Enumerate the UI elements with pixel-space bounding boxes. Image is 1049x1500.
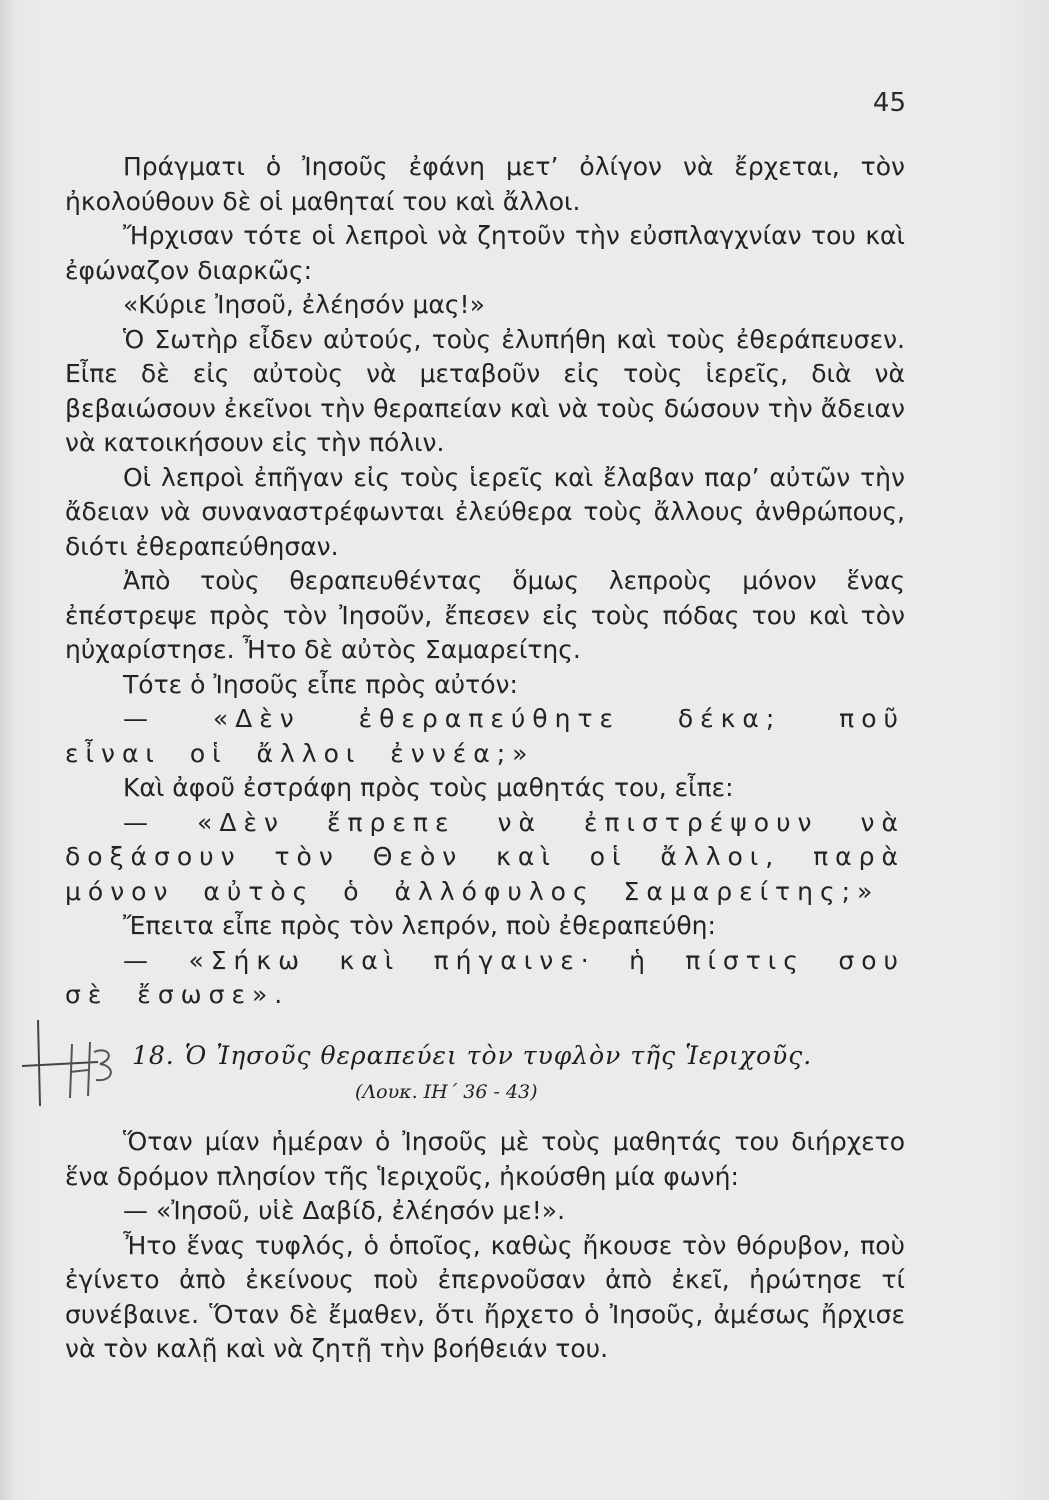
paragraph: Ἤρχισαν τότε οἱ λεπροὶ νὰ ζητοῦν τὴν εὐσπλαγχνίαν του καὶ ἐφώναζον διαρκῶς: [65, 221, 905, 285]
lower-text-block [65, 1125, 905, 1367]
page-number: 45 [872, 88, 906, 118]
section-title-text: Ὁ Ἰησοῦς θεραπεύει τὸν τυφλὸν τῆς Ἱεριχοῦς. [184, 1041, 813, 1070]
paragraph: Ἀπὸ τοὺς θεραπευθέντας ὅμως λεπροὺς μόνον ἕνας ἐπέστρεψε πρὸς τὸν Ἰησοῦν, ἔπεσεν εἰς τοὺς πόδας του καὶ τὸν ηὐχαρίστησε. Ἦτο δὲ αὐτὸς Σαμαρείτης. [65, 566, 905, 664]
upper-text-block [65, 150, 905, 1013]
handwritten-margin-mark [20, 1018, 130, 1108]
paragraph: «Κύριε Ἰησοῦ, ἐλέησόν μας!» [123, 290, 485, 319]
paragraph: Ὅταν μίαν ἡμέραν ὁ Ἰησοῦς μὲ τοὺς μαθητάς του διήρχετο ἕνα δρόμον πλησίον τῆς Ἱεριχοῦς, ἠκούσθη μία φωνή: [65, 1127, 905, 1191]
section-title [132, 1041, 812, 1070]
paragraph: Πράγματι ὁ Ἰησοῦς ἐφάνη μετ’ ὀλίγον νὰ ἔρχεται, τὸν ἠκολούθουν δὲ οἱ μαθηταί του καὶ ἄλλοι. [65, 152, 905, 216]
paragraph: Ἦτο ἕνας τυφλός, ὁ ὁποῖος, καθὼς ἤκουσε τὸν θόρυβον, ποὺ ἐγίνετο ἀπὸ ἐκείνους ποὺ ἐπερνοῦσαν ἀπὸ ἐκεῖ, ἠρώτησε τί συνέβαινε. Ὅταν δὲ ἔμαθεν, ὅτι ἤρχετο ὁ Ἰησοῦς, ἀμέσως ἤρχισε νὰ τὸν καλῇ καὶ νὰ ζητῇ τὴν βοήθειάν του. [65, 1230, 905, 1363]
paragraph: Οἱ λεπροὶ ἐπῆγαν εἰς τοὺς ἱερεῖς καὶ ἔλαβαν παρ’ αὐτῶν τὴν ἄδειαν νὰ συναναστρέφωνται ἐλεύθερα τοὺς ἄλλους ἀνθρώπους, διότι ἐθεραπεύθησαν. [65, 462, 905, 561]
scripture-reference: (Λουκ. ΙΗ΄ 36 - 43) [355, 1081, 538, 1103]
spaced-quote: — «Δὲν ἐθεραπεύθητε δέκα; ποῦ εἶναι οἱ ἄλλοι ἐννέα;» [65, 704, 905, 768]
paragraph: — «Ἰησοῦ, υἱὲ Δαβίδ, ἐλέησόν με!». [123, 1196, 566, 1225]
paragraph: Ὁ Σωτὴρ εἶδεν αὐτούς, τοὺς ἐλυπήθη καὶ τοὺς ἐθεράπευσεν. Εἶπε δὲ εἰς αὐτοὺς νὰ μεταβοῦν εἰς τοὺς ἱερεῖς, διὰ νὰ βεβαιώσουν ἐκεῖνοι τὴν θεραπείαν καὶ νὰ τοὺς δώσουν τὴν ἄδειαν νὰ κατοικήσουν εἰς τὴν πόλιν. [65, 324, 905, 457]
paragraph: Ἔπειτα εἶπε πρὸς τὸν λεπρόν, ποὺ ἐθεραπεύθη: [123, 911, 716, 940]
paragraph: Καὶ ἀφοῦ ἐστράφη πρὸς τοὺς μαθητάς του, εἶπε: [123, 773, 734, 802]
section-heading [0, 1036, 1049, 1116]
section-number: 18. [132, 1041, 175, 1070]
spaced-quote: — «Δὲν ἔπρεπε νὰ ἐπιστρέψουν νὰ δοξάσουν τὸν Θεὸν καὶ οἱ ἄλλοι, παρὰ μόνον αὐτὸς ὁ ἀλλόφυλος Σαμαρείτης;» [65, 807, 905, 906]
spaced-quote: — «Σήκω καὶ πήγαινε· ἡ πίστις σου σὲ ἔσωσε». [65, 945, 905, 1009]
paragraph: Τότε ὁ Ἰησοῦς εἶπε πρὸς αὐτόν: [123, 669, 518, 699]
